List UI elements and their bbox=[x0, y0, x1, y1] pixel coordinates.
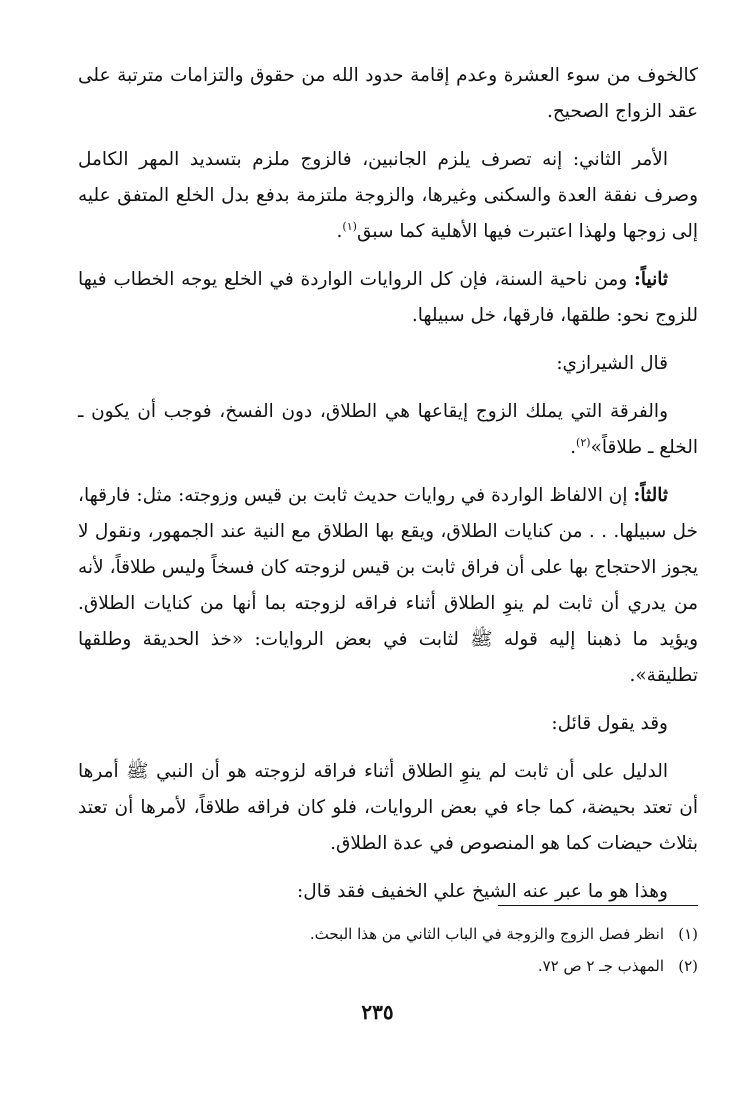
page-body bbox=[78, 58, 698, 922]
paragraph-5-text: والفرقة التي يملك الزوج إيقاعها هي الطلاق، دون الفسخ، فوجب أن يكون ـ الخلع ـ طلاقاً» bbox=[78, 401, 698, 458]
paragraph-2-text: الأمر الثاني: إنه تصرف يلزم الجانبين، فالزوج ملزم بتسديد المهر الكامل وصرف نفقة العدة والسكنى وغيرها، والزوجة ملتزمة بدفع بدل الخلع المتفق عليه إلى زوجها ولهذا اعتبرت فيها الأهلية كما سبق bbox=[78, 149, 698, 242]
paragraph-2 bbox=[78, 142, 698, 250]
footnote-2-text: المهذب جـ ٢ ص ٧٢. bbox=[537, 957, 664, 975]
footnote-2 bbox=[78, 950, 698, 982]
paragraph-1-text: كالخوف من سوء العشرة وعدم إقامة حدود الله من حقوق والتزامات مترتبة على عقد الزواج الصحيح. bbox=[78, 65, 698, 122]
page-number: ٢٣٥ bbox=[361, 1000, 394, 1024]
footnote-divider bbox=[498, 905, 698, 906]
paragraph-5 bbox=[78, 394, 698, 466]
paragraph-5-end: . bbox=[570, 437, 577, 458]
paragraph-3 bbox=[78, 262, 698, 334]
footnote-2-number: (٢) bbox=[678, 957, 698, 975]
footnote-1-number: (١) bbox=[678, 925, 698, 943]
footnote-ref-1: (١) bbox=[342, 219, 357, 233]
paragraph-2-end: . bbox=[336, 221, 343, 242]
paragraph-4-text: قال الشيرازي: bbox=[556, 353, 668, 374]
paragraph-6 bbox=[78, 478, 698, 694]
footnotes bbox=[78, 918, 698, 982]
paragraph-8-text: الدليل على أن ثابت لم ينوِ الطلاق أثناء فراقه لزوجته هو أن النبي ﷺ أمرها أن تعتد بحيضة، كما جاء في بعض الروايات، فلو كان فراقه طلاقاً، لأمرها أن تعتد بثلاث حيضات كما هو المنصوص في عدة الطلاق. bbox=[78, 761, 698, 854]
paragraph-4 bbox=[78, 346, 698, 382]
paragraph-8 bbox=[78, 754, 698, 862]
footnote-1 bbox=[78, 918, 698, 950]
paragraph-6-lead: ثالثاً: bbox=[633, 485, 668, 506]
footnote-ref-2: (٢) bbox=[576, 435, 591, 449]
paragraph-3-text: ومن ناحية السنة، فإن كل الروايات الواردة في الخلع يوجه الخطاب فيها للزوج نحو: طلقها، فارقها، خل سبيلها. bbox=[78, 269, 698, 326]
paragraph-7 bbox=[78, 706, 698, 742]
paragraph-9-text: وهذا هو ما عبر عنه الشيخ علي الخفيف فقد قال: bbox=[297, 881, 668, 902]
paragraph-1 bbox=[78, 58, 698, 130]
paragraph-6-text: إن الالفاظ الواردة في روايات حديث ثابت بن قيس وزوجته: مثل: فارقها، خل سبيلها. . . من كنايات الطلاق، ويقع بها الطلاق مع النية عند الجمهور، ونقول لا يجوز الاحتجاج بها على أن فراق ثابت بن قيس لزوجته كان فسخاً وليس طلاقاً، لأنه من يدري أن ثابت لم ينوِ الطلاق أثناء فراقه لزوجته بما أنها من كنايات الطلاق. ويؤيد ما ذهبنا إليه قوله ﷺ لثابت في بعض الروايات: «خذ الحديقة وطلقها تطليقة». bbox=[78, 485, 698, 686]
paragraph-3-lead: ثانياً: bbox=[634, 269, 668, 290]
footnote-1-text: انظر فصل الزوج والزوجة في الباب الثاني من هذا البحث. bbox=[309, 925, 664, 943]
paragraph-7-text: وقد يقول قائل: bbox=[551, 713, 668, 734]
